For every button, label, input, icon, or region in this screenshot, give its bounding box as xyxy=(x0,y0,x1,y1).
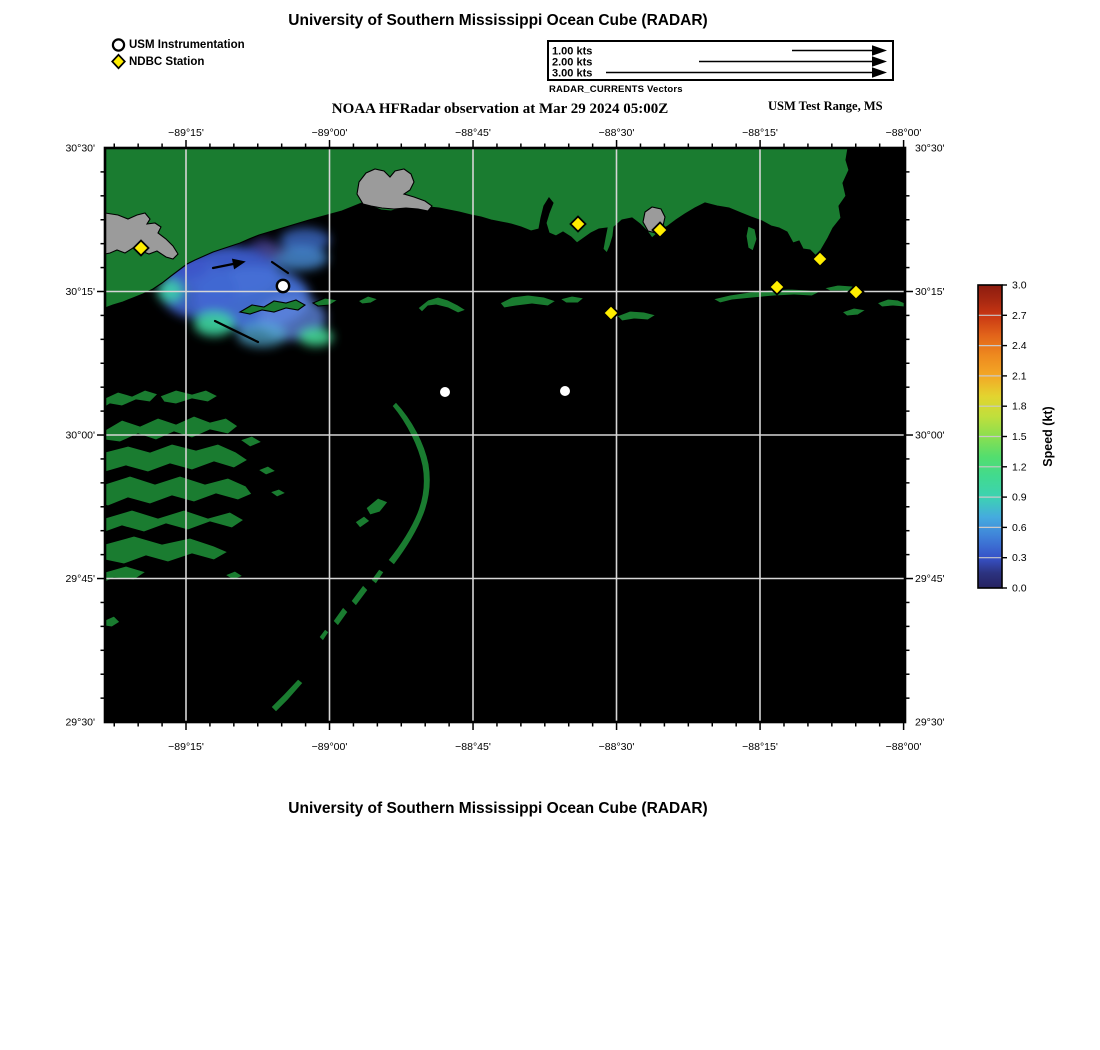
colorbar-tick-label: 0.3 xyxy=(1012,552,1027,565)
legend-usm-row xyxy=(110,36,245,53)
scale-arrowhead xyxy=(872,45,887,55)
ndbc-station-icon xyxy=(110,53,127,70)
x-axis-label-bottom: −88°00' xyxy=(885,741,922,753)
x-axis-label-top: −88°00' xyxy=(885,127,922,139)
colorbar xyxy=(978,280,1055,595)
x-axis-label-top: −88°30' xyxy=(598,127,635,139)
colorbar-tick-label: 2.1 xyxy=(1012,370,1027,383)
colorbar-tick-label: 3.0 xyxy=(1012,279,1027,292)
usm-station-marker xyxy=(439,386,451,398)
y-axis-label-left: 30°15' xyxy=(65,286,95,298)
legend-usm-label: USM Instrumentation xyxy=(129,38,245,51)
y-axis-label-left: 29°30' xyxy=(65,716,95,729)
colorbar-tick-label: 2.4 xyxy=(1012,340,1027,353)
colorbar-tick-label: 1.5 xyxy=(1012,431,1027,443)
y-axis-label-right: 29°45' xyxy=(915,573,945,585)
legend-ndbc-label: NDBC Station xyxy=(129,55,205,68)
vector-scale-box xyxy=(547,40,894,81)
page-title: University of Southern Mississippi Ocean Cube (RADAR) xyxy=(288,12,708,29)
legend xyxy=(110,36,245,70)
y-axis-label-right: 30°30' xyxy=(915,142,945,155)
legend-ndbc-row xyxy=(110,53,245,70)
x-axis-label-top: −89°15' xyxy=(168,127,204,139)
colorbar-tick-label: 1.8 xyxy=(1012,400,1027,413)
x-axis-label-bottom: −88°30' xyxy=(598,741,635,753)
scale-arrow-label: 3.00 kts xyxy=(552,67,593,78)
scale-arrowhead xyxy=(872,67,887,77)
scale-arrow-label: 2.00 kts xyxy=(552,56,593,69)
y-axis-label-right: 30°15' xyxy=(915,286,945,298)
colorbar-tick-label: 0.6 xyxy=(1012,521,1027,534)
y-axis-label-right: 29°30' xyxy=(915,716,945,729)
scale-arrow-label: 1.00 kts xyxy=(552,45,593,58)
y-axis-label-left: 30°00' xyxy=(65,429,95,442)
observation-title: NOAA HFRadar observation at Mar 29 2024 05:00Z xyxy=(331,101,669,117)
y-axis-label-left: 30°30' xyxy=(65,142,95,155)
scale-arrowhead xyxy=(872,56,887,66)
x-axis-label-top: −89°00' xyxy=(311,127,348,139)
x-axis-label-bottom: −88°15' xyxy=(742,741,778,753)
x-axis-label-bottom: −89°00' xyxy=(311,741,348,753)
usm-station-marker xyxy=(277,280,289,292)
colorbar-tick-label: 0.0 xyxy=(1012,582,1027,595)
colorbar-tick-label: 1.2 xyxy=(1012,461,1027,474)
y-axis-label-right: 30°00' xyxy=(915,429,945,442)
colorbar-tick-label: 0.9 xyxy=(1012,491,1027,504)
colorbar-tick-label: 2.7 xyxy=(1012,309,1027,322)
test-range-label: USM Test Range, MS xyxy=(768,99,883,113)
usm-station-marker xyxy=(559,385,571,397)
x-axis-label-top: −88°45' xyxy=(455,127,491,139)
usm-instrumentation-icon xyxy=(110,36,127,53)
footer-title: University of Southern Mississippi Ocean Cube (RADAR) xyxy=(288,800,708,817)
vector-scale-arrows xyxy=(549,42,891,78)
x-axis-label-top: −88°15' xyxy=(742,127,778,139)
vector-scale-caption: RADAR_CURRENTS Vectors xyxy=(549,84,683,95)
y-axis-label-left: 29°45' xyxy=(65,573,95,585)
colorbar-axis-label: Speed (kt) xyxy=(1041,406,1055,467)
x-axis-label-bottom: −89°15' xyxy=(168,741,204,753)
x-axis-label-bottom: −88°45' xyxy=(455,741,491,753)
